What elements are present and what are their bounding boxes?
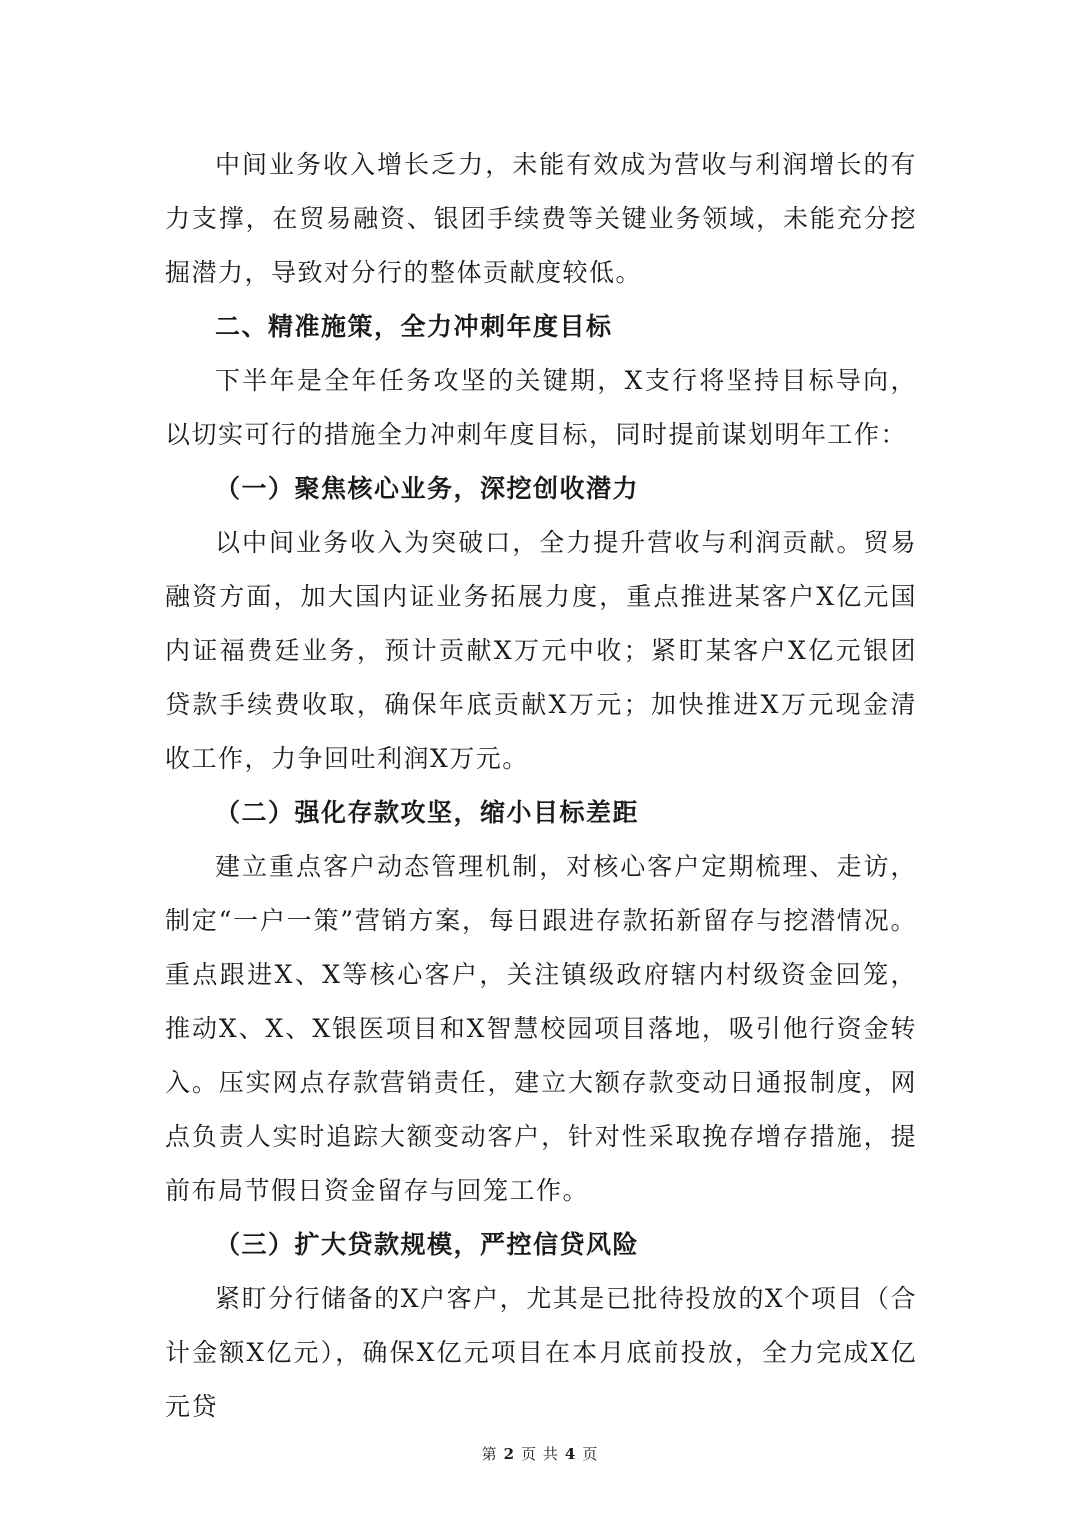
paragraph-deposits: 建立重点客户动态管理机制，对核心客户定期梳理、走访，制定“一户一策”营销方案，每日跟进存款拓新留存与挖潜情况。重点跟进X、X等核心客户，关注镇级政府辖内村级资金回笼，推动X、X、X银医项目和X智慧校园项目落地，吸引他行资金转入。压实网点存款营销责任，建立大额存款变动日通报制度，网点负责人实时追踪大额变动客户，针对性采取挽存增存措施，提前布局节假日资金留存与回笼工作。 [165, 852, 917, 1205]
paragraph-intermediate-business: 中间业务收入增长乏力，未能有效成为营收与利润增长的有力支撑，在贸易融资、银团手续费等关键业务领域，未能充分挖掘潜力，导致对分行的整体贡献度较低。 [165, 150, 917, 287]
paragraph-loans: 紧盯分行储备的X户客户，尤其是已批待投放的X个项目（合计金额X亿元），确保X亿元项目在本月底前投放，全力完成X亿元贷 [165, 1284, 917, 1421]
footer-suffix: 页 [582, 1445, 599, 1463]
paragraph-second-half: 下半年是全年任务攻坚的关键期，X支行将坚持目标导向，以切实可行的措施全力冲刺年度目标，同时提前谋划明年工作： [165, 366, 917, 449]
paragraph-core-business: 以中间业务收入为突破口，全力提升营收与利润贡献。贸易融资方面，加大国内证业务拓展力度，重点推进某客户X亿元国内证福费廷业务，预计贡献X万元中收；紧盯某客户X亿元银团贷款手续费收取，确保年底贡献X万元；加快推进X万元现金清收工作，力争回吐利润X万元。 [165, 528, 917, 773]
section-heading-2: 二、精准施策，全力冲刺年度目标 [215, 312, 613, 341]
footer-prefix: 第 [481, 1445, 498, 1463]
document-body [165, 138, 917, 1434]
footer-total-pages: 4 [564, 1445, 577, 1463]
page-footer [0, 1443, 1080, 1464]
subheading-3: （三）扩大贷款规模，严控信贷风险 [215, 1230, 640, 1259]
subheading-1: （一）聚焦核心业务，深挖创收潜力 [215, 474, 640, 503]
subheading-2: （二）强化存款攻坚，缩小目标差距 [215, 798, 640, 827]
footer-middle: 页 共 [521, 1445, 559, 1463]
footer-page-number: 2 [503, 1445, 516, 1463]
